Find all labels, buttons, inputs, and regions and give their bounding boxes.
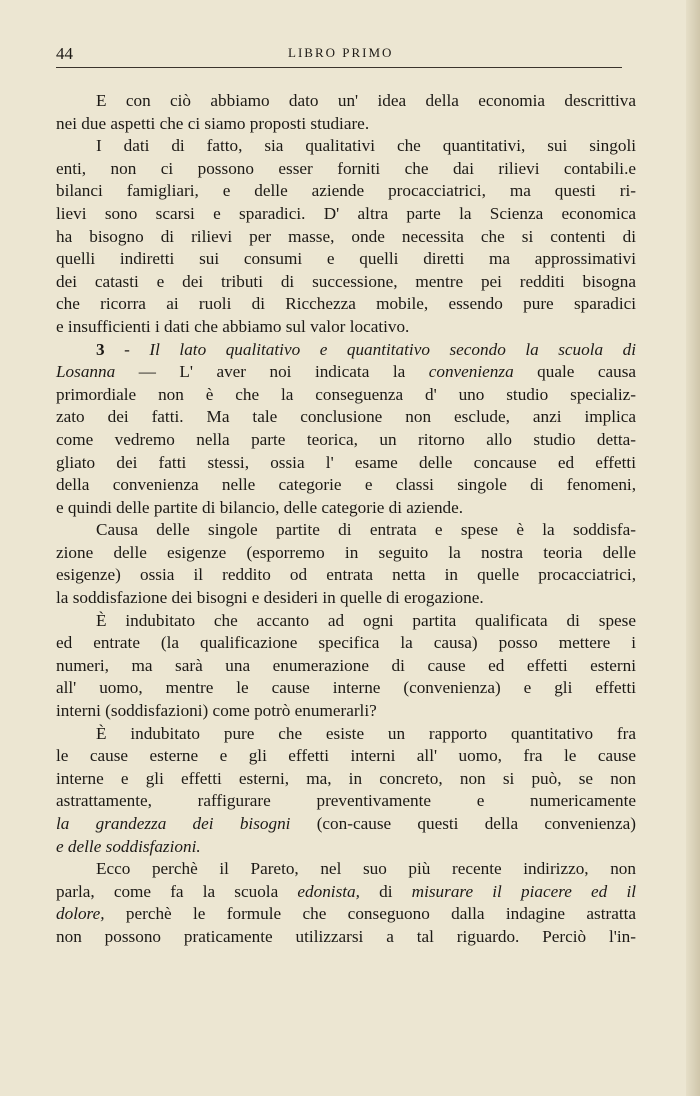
text-line: numeri, ma sarà una enumerazione di cause ed effetti esterni (56, 655, 636, 675)
text-line: zato dei fatti. Ma tale conclusione non esclude, anzi implica (56, 407, 636, 427)
emphasis: dolore, (56, 904, 105, 924)
emphasis: edonista, (297, 881, 360, 901)
text-line: Causa delle singole partite di entrata e spese è la soddisfa- (96, 520, 636, 540)
text-line: Losanna — L' aver noi indicata la convenienza quale causa (56, 362, 637, 382)
paragraph-6 (56, 723, 636, 859)
emphasis: la grandezza dei bisogni (56, 814, 291, 833)
page-header (56, 40, 622, 70)
text-line: ed entrate (la qualificazione specifica la causa) posso mettere i (56, 633, 636, 653)
text-line: interne e gli effetti esterni, ma, in concreto, non si può, se non (56, 768, 636, 788)
text-line: lievi sono scarsi e sparadici. D' altra parte la Scienza economica (56, 203, 636, 223)
body-text (56, 90, 636, 949)
text-line: Ecco perchè il Pareto, nel suo più recente indirizzo, non (96, 859, 636, 879)
header-rule (56, 67, 622, 68)
section-number: 3 (96, 339, 105, 359)
paragraph-1 (56, 90, 636, 135)
page-edge-shadow (686, 0, 700, 1096)
text-line: parla, come fa la scuola edonista, di misurare il piacere ed il (56, 881, 636, 901)
text-line: esigenze) ossia il reddito od entrata netta in quelle procacciatrici, (56, 565, 636, 585)
paragraph-4 (56, 519, 636, 609)
text-line: E con ciò abbiamo dato un' idea della economia descrittiva (96, 91, 636, 110)
text-line: bilanci famigliari, e delle aziende procacciatrici, ma questi ri- (56, 181, 636, 201)
paragraph-5 (56, 610, 636, 723)
text-line: quelli indiretti sui consumi e quelli diretti ma approssimativi (56, 249, 636, 269)
text-line: nei due aspetti che ci siamo proposti studiare. (56, 113, 370, 133)
paragraph-2 (56, 135, 636, 338)
page-number: 44 (56, 44, 73, 63)
text-line: ha bisogno di rilievi per masse, onde necessita che si contenti di (56, 226, 636, 246)
text-line: dei catasti e dei tributi di successione, mentre pei redditi bisogna (56, 271, 636, 291)
running-head: LIBRO PRIMO (288, 45, 394, 60)
text-line (56, 836, 636, 859)
text-line: all' uomo, mentre le cause interne (convenienza) e gli effetti (56, 678, 636, 698)
text-line: zione delle esigenze (esporremo in seguito la nostra teoria delle (56, 542, 636, 562)
emphasis: misurare il piacere ed il (411, 881, 636, 901)
section-heading-line: 3 - Il lato qualitativo e quantitativo secondo la scuola di (96, 339, 636, 359)
text-line: I dati di fatto, sia qualitativi che quantitativi, sui singoli (96, 136, 636, 156)
text-line: la grandezza dei bisogni (con-cause questi della convenienza) (56, 814, 636, 833)
text-line: le cause esterne e gli effetti interni all' uomo, fra le cause (56, 746, 636, 766)
text-line: gliato dei fatti stessi, ossia l' esame delle concause ed effetti (56, 452, 636, 472)
section-title: Il lato qualitativo e quantitativo secondo la scuola di (149, 339, 636, 359)
emphasis: convenienza (428, 362, 514, 382)
emphasis: e delle soddisfazioni. (56, 836, 201, 856)
text-line: e quindi delle partite di bilancio, delle categorie di aziende. (56, 497, 464, 517)
text-line: che ricorra ai ruoli di Ricchezza mobile, essendo pure sparadici (56, 294, 636, 314)
text-line: della convenienza nelle categorie e classi singole di fenomeni, (56, 475, 636, 495)
text-line: astrattamente, raffigurare preventivamente e numericamente (56, 791, 636, 811)
text-line: primordiale non è che la conseguenza d' uno studio specializ- (56, 384, 636, 404)
text-line: interni (soddisfazioni) come potrò enumerarli? (56, 701, 377, 721)
section-title-end: Losanna (56, 362, 116, 382)
text-line: la soddisfazione dei bisogni e desideri in quelle di erogazione. (56, 588, 484, 608)
text-line: È indubitato che accanto ad ogni partita qualificata di spese (96, 610, 636, 630)
text-line: enti, non ci possono esser forniti che dai rilievi contabili.e (56, 158, 636, 178)
text-line: come vedremo nella parte teorica, un ritorno allo studio detta- (56, 429, 636, 449)
text-line: dolore, perchè le formule che conseguono dalla indagine astratta (56, 904, 636, 924)
paragraph-7 (56, 858, 636, 948)
text-line: non possono praticamente utilizzarsi a tal riguardo. Perciò l'in- (56, 926, 636, 946)
text-line: È indubitato pure che esiste un rapporto quantitativo fra (96, 723, 636, 743)
paragraph-section-3 (56, 339, 636, 520)
text-line: e insufficienti i dati che abbiamo sul valor locativo. (56, 316, 410, 336)
